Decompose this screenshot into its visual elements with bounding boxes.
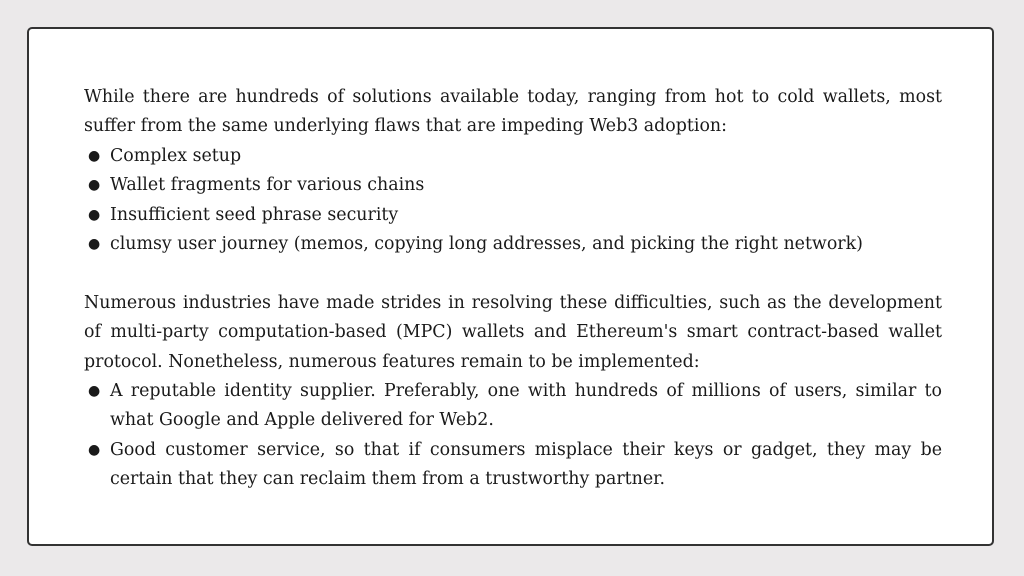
bullet-icon: ● [88,383,101,400]
list-item-text: A reputable identity supplier. Preferably, one with hundreds of millions of users, similar to what Google and Apple delivered for Web2. [110,381,942,431]
bullet-icon: ● [88,147,101,164]
bullet-icon: ● [88,177,101,194]
intro-paragraph-2: Numerous industries have made strides in resolving these difficulties, such as the development of multi-party computation-based (MPC) wallets and Ethereum's smart contract-based wallet protocol. Nonetheless, numerous features remain to be implemented: [84,292,942,372]
flaws-list [84,142,942,260]
list-item [84,171,942,200]
list-item-text: Complex setup [110,145,242,166]
list-item-text: Wallet fragments for various chains [110,175,425,196]
list-item [84,142,942,171]
paragraph-gap [84,259,942,288]
list-item-text: Insufficient seed phrase security [110,204,399,225]
list-item [84,230,942,259]
list-item [84,377,942,436]
list-item [84,436,942,495]
bullet-icon: ● [88,236,101,253]
bullet-icon: ● [88,206,101,223]
list-item-text: clumsy user journey (memos, copying long addresses, and picking the right network) [110,234,863,255]
intro-paragraph-1: While there are hundreds of solutions available today, ranging from hot to cold wallets, most suffer from the same underlying flaws that are impeding Web3 adoption: [84,87,942,137]
features-list [84,377,942,495]
list-item-text: Good customer service, so that if consumers misplace their keys or gadget, they may be certain that they can reclaim them from a trustworthy partner. [110,439,942,490]
slide-content [84,83,942,495]
slide-card [27,27,994,546]
list-item [84,201,942,230]
bullet-icon: ● [88,441,101,458]
